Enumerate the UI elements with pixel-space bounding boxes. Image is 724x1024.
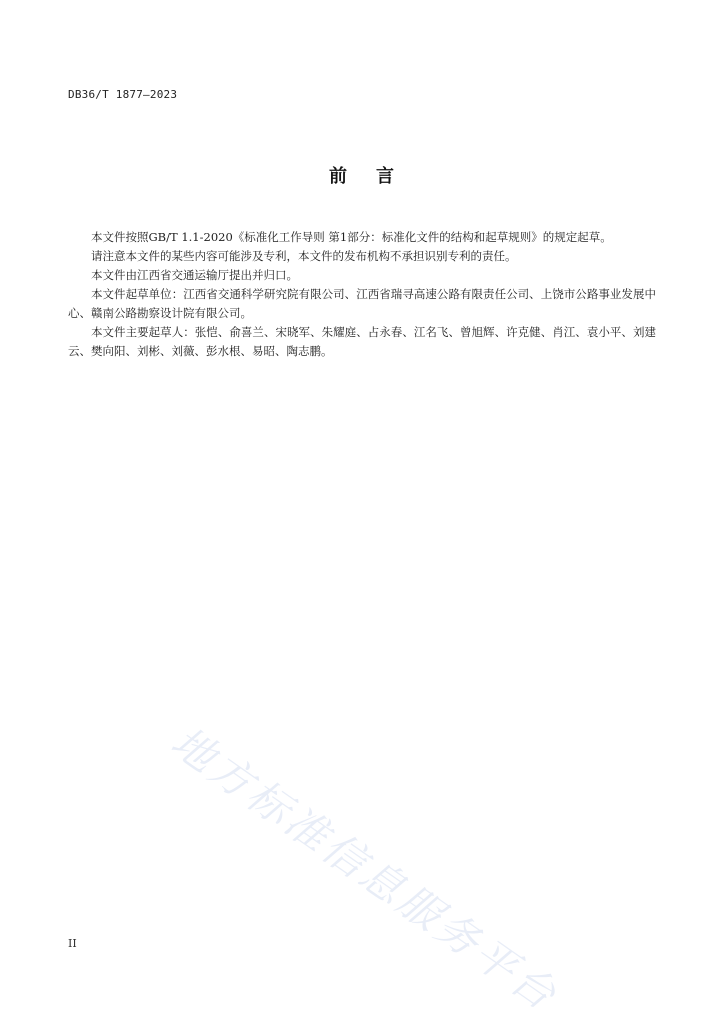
foreword-body <box>68 228 656 361</box>
heading-char-1: 前 <box>329 166 348 187</box>
paragraph-patent-notice: 请注意本文件的某些内容可能涉及专利，本文件的发布机构不承担识别专利的责任。 <box>91 249 517 263</box>
section-heading-foreword <box>0 162 724 188</box>
heading-char-2: 言 <box>376 166 395 187</box>
paragraph-proposer: 本文件由江西省交通运输厅提出并归口。 <box>91 268 298 282</box>
paragraph-drafting-units: 本文件起草单位：江西省交通科学研究院有限公司、江西省瑞寻高速公路有限责任公司、上饶市公路事业发展中心、赣南公路勘察设计院有限公司。 <box>68 287 656 320</box>
document-code-header: DB36/T 1877—2023 <box>68 88 178 101</box>
paragraph-drafting-rules: 本文件按照GB/T 1.1-2020《标准化工作导则 第1部分：标准化文件的结构和起草规则》的规定起草。 <box>91 230 612 244</box>
watermark-text: 地方标准信息服务平台 <box>162 716 568 1021</box>
page-number: II <box>68 937 77 950</box>
paragraph-main-drafters: 本文件主要起草人：张恺、俞喜兰、宋晓军、朱耀庭、占永春、江名飞、曾旭辉、许克健、肖江、袁小平、刘建云、樊向阳、刘彬、刘薇、彭水根、易昭、陶志鹏。 <box>68 325 656 358</box>
